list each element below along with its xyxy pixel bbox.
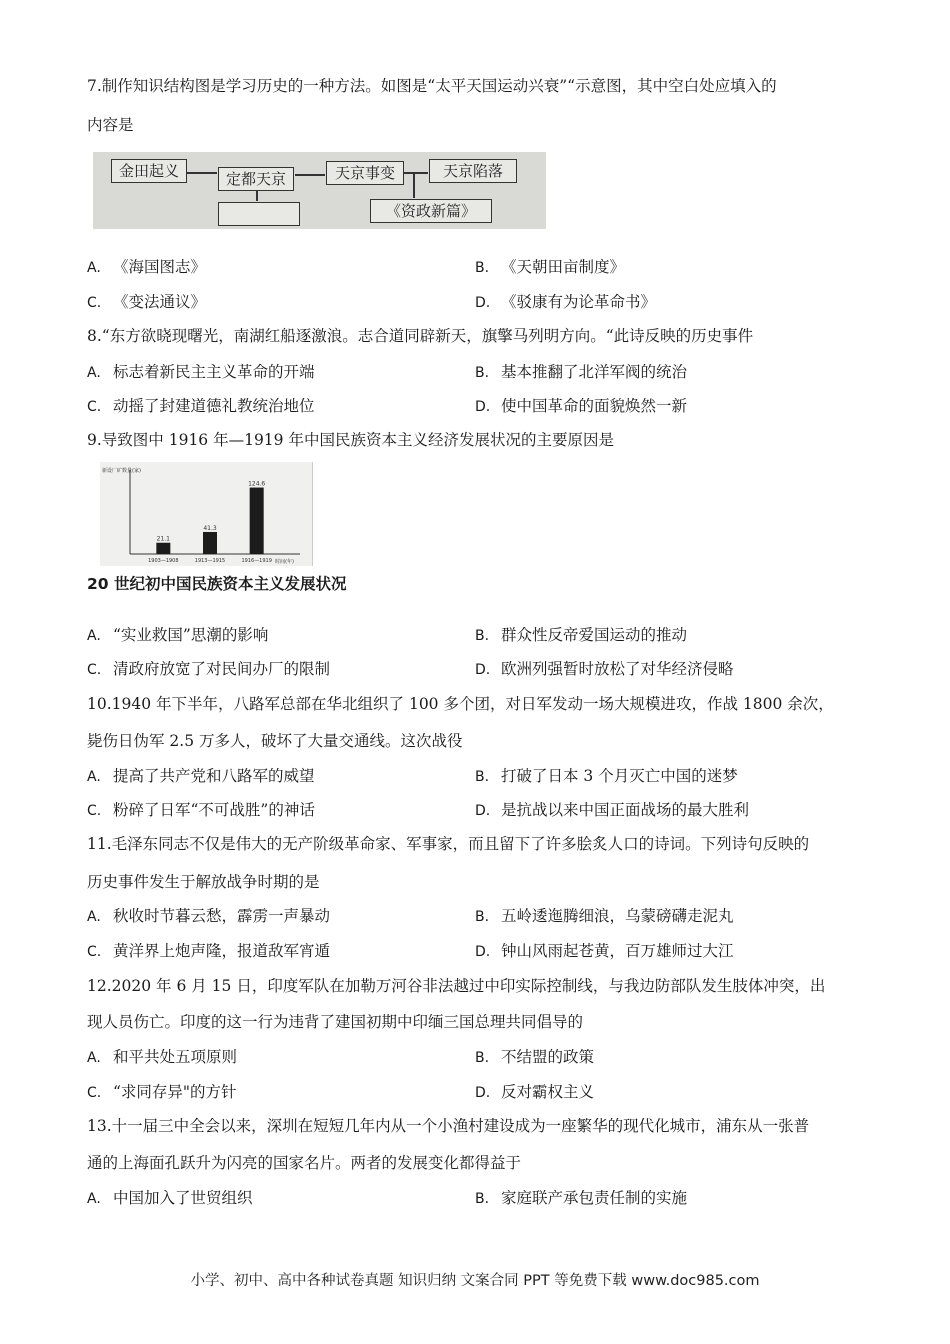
q9-option-c[interactable]: C. 清政府放宽了对民间办厂的限制 — [87, 660, 331, 678]
q13-option-a[interactable]: A. 中国加入了世贸组织 — [87, 1189, 253, 1207]
q7-option-d[interactable]: D. 《驳康有为论革命书》 — [475, 293, 657, 311]
arrow-1 — [187, 172, 217, 174]
q11-option-d[interactable]: D. 钟山风雨起苍黄，百万雄师过大江 — [475, 942, 734, 960]
q10-option-a[interactable]: A. 提高了共产党和八路军的威望 — [87, 767, 315, 785]
q12-stem-line1: 12.2020 年 6 月 15 日，印度军队在加勒万河谷非法越过中印实际控制线，与我边防部队发生肢体冲突，出 — [87, 977, 826, 995]
q10-stem-line1: 10.1940 年下半年，八路军总部在华北组织了 100 多个团，对日军发动一场大规模进攻，作战 1800 余次， — [87, 695, 834, 713]
diagram-box-incident: 天京事变 — [326, 161, 404, 185]
q9-option-b[interactable]: B. 群众性反帝爱国运动的推动 — [475, 626, 688, 644]
q8-option-c[interactable]: C. 动摇了封建道德礼教统治地位 — [87, 397, 315, 415]
q7-option-b[interactable]: B. 《天朝田亩制度》 — [475, 258, 626, 276]
q7-option-c[interactable]: C. 《变法通议》 — [87, 293, 207, 311]
page-footer[interactable]: 小学、初中、高中各种试卷真题 知识归纳 文案合同 PPT 等免费下载 www.doc985.com — [190, 1273, 760, 1289]
taiping-diagram — [93, 152, 546, 229]
q11-stem-line2: 历史事件发生于解放战争时期的是 — [87, 873, 320, 891]
q11-option-c[interactable]: C. 黄洋界上炮声隆，报道敌军宵遁 — [87, 942, 331, 960]
diagram-box-zizheng: 《资政新篇》 — [370, 199, 492, 223]
arrow-2 — [295, 174, 325, 176]
bar-2 — [203, 532, 217, 554]
q12-option-a[interactable]: A. 和平共处五项原则 — [87, 1048, 238, 1066]
link-blank — [256, 191, 258, 201]
q8-option-a[interactable]: A. 标志着新民主主义革命的开端 — [87, 363, 315, 381]
q10-option-b[interactable]: B. 打破了日本 3 个月灭亡中国的迷梦 — [475, 767, 738, 785]
q12-option-c[interactable]: C. “求同存异"的方针 — [87, 1083, 237, 1101]
x-axis-label: 时间(年) — [275, 559, 294, 565]
q11-option-b[interactable]: B. 五岭逶迤腾细浪，乌蒙磅礴走泥丸 — [475, 907, 734, 925]
x-tick-label-1: 1903—1908 — [148, 558, 179, 564]
diagram-box-tianjing: 定都天京 — [218, 167, 294, 191]
chart-svg — [100, 462, 312, 566]
q9-stem-line1: 9.导致图中 1916 年—1919 年中国民族资本主义经济发展状况的主要原因是 — [87, 431, 614, 449]
bar-value-label-3: 124.6 — [248, 480, 266, 488]
x-tick-label-2: 1913—1915 — [194, 558, 226, 564]
x-tick-label-3: 1916—1919 — [241, 558, 272, 564]
q13-option-b[interactable]: B. 家庭联产承包责任制的实施 — [475, 1189, 688, 1207]
q9-option-a[interactable]: A. “实业救国”思潮的影响 — [87, 626, 269, 644]
diagram-box-blank — [218, 202, 300, 226]
q9-option-d[interactable]: D. 欧洲列强暂时放松了对华经济侵略 — [475, 660, 734, 678]
q8-stem-line1: 8.“东方欲晓现曙光，南湖红船逐激浪。志合道同辟新天，旗擎马列明方向。“此诗反映的历史事件 — [87, 327, 754, 345]
y-axis-label: 新设厂矿数量(家) — [102, 468, 141, 474]
q7-stem-line1: 7.制作知识结构图是学习历史的一种方法。如图是“太平天国运动兴衰”“示意图，其中空白处应填入的 — [87, 77, 777, 95]
diagram-box-jintian: 金田起义 — [111, 159, 187, 183]
q8-option-b[interactable]: B. 基本推翻了北洋军阀的统治 — [475, 363, 688, 381]
chart-caption: 20 世纪初中国民族资本主义发展状况 — [87, 575, 347, 593]
q12-stem-line2: 现人员伤亡。印度的这一行为违背了建国初期中印缅三国总理共同倡导的 — [87, 1013, 584, 1031]
bar-3 — [250, 488, 264, 554]
q10-stem-line2: 毙伤日伪军 2.5 万多人，破坏了大量交通线。这次战役 — [87, 732, 463, 750]
arrow-3 — [404, 172, 428, 174]
q11-option-a[interactable]: A. 秋收时节暮云愁，霹雳一声暴动 — [87, 907, 331, 925]
q12-option-b[interactable]: B. 不结盟的政策 — [475, 1048, 595, 1066]
diagram-box-fall: 天京陷落 — [429, 159, 517, 183]
capitalism-bar-chart — [100, 462, 313, 566]
bar-value-label-2: 41.3 — [203, 524, 217, 532]
q12-option-d[interactable]: D. 反对霸权主义 — [475, 1083, 595, 1101]
q11-stem-line1: 11.毛泽东同志不仅是伟大的无产阶级革命家、军事家，而且留下了许多脍炙人口的诗词。下列诗句反映的 — [87, 835, 810, 853]
q10-option-d[interactable]: D. 是抗战以来中国正面战场的最大胜利 — [475, 801, 750, 819]
bar-value-label-1: 21.1 — [156, 535, 171, 543]
q8-option-d[interactable]: D. 使中国革命的面貌焕然一新 — [475, 397, 688, 415]
link-zizheng — [413, 172, 415, 198]
q13-stem-line1: 13.十一届三中全会以来，深圳在短短几年内从一个小渔村建设成为一座繁华的现代化城市，浦东从一张普 — [87, 1117, 810, 1135]
q13-stem-line2: 通的上海面孔跃升为闪亮的国家名片。两者的发展变化都得益于 — [87, 1154, 522, 1172]
q7-stem-line2: 内容是 — [87, 116, 134, 134]
q7-option-a[interactable]: A. 《海国图志》 — [87, 258, 207, 276]
q10-option-c[interactable]: C. 粉碎了日军“不可战胜”的神话 — [87, 801, 315, 819]
bar-1 — [156, 543, 170, 554]
